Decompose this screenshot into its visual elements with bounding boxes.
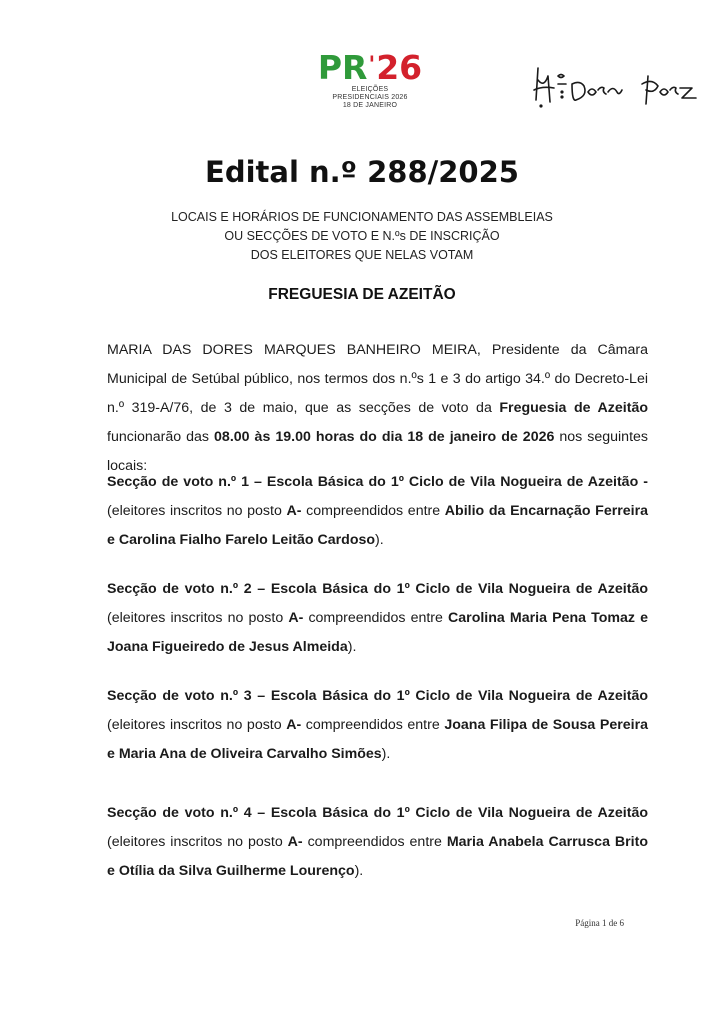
subtitle-line-3: DOS ELEITORES QUE NELAS VOTAM xyxy=(250,248,474,262)
section-post: A- xyxy=(286,717,302,733)
voting-section-3 xyxy=(107,682,648,769)
election-logo xyxy=(300,50,440,110)
section-text: ). xyxy=(375,532,384,548)
section-name-range: Carolina Maria Pena Tomaz e Joana Figueiredo de Jesus Almeida xyxy=(107,610,649,655)
subtitle-line-1: LOCAIS E HORÁRIOS DE FUNCIONAMENTO DAS ASSEMBLEIAS xyxy=(171,210,553,224)
section-text: (eleitores inscritos no posto xyxy=(107,610,289,626)
section-text: compreendidos entre xyxy=(301,717,445,733)
section-text: (eleitores inscritos no posto xyxy=(107,717,287,733)
section-post: A- xyxy=(286,503,302,519)
logo-line-2: PRESIDENCIAIS 2026 xyxy=(332,94,408,101)
section-text: compreendidos entre xyxy=(303,610,449,626)
section-text: ). xyxy=(347,639,357,655)
intro-text-3: nos seguintes locais: xyxy=(107,429,649,474)
section-name-range: Maria Anabela Carrusca Brito e Otília da Silva Guilherme Lourenço xyxy=(107,834,649,879)
intro-text-2: funcionarão das xyxy=(107,429,215,445)
section-heading: Secção de voto n.º 2 – Escola Básica do 1º Ciclo de Vila Nogueira de Azeitão xyxy=(107,581,648,597)
section-post: A- xyxy=(287,834,303,850)
section-heading: Secção de voto n.º 3 – Escola Básica do 1º Ciclo de Vila Nogueira de Azeitão xyxy=(107,688,648,704)
section-post: A- xyxy=(288,610,304,626)
logo-pr: PR xyxy=(317,48,368,87)
page-number: Página 1 de 6 xyxy=(575,918,624,928)
section-text: (eleitores inscritos no posto xyxy=(107,503,287,519)
intro-parish: Freguesia de Azeitão xyxy=(499,400,649,416)
document-title: Edital n.º 288/2025 xyxy=(205,155,519,189)
intro-schedule: 08.00 às 19.00 horas do dia 18 de janeiro de 2026 xyxy=(214,429,555,445)
section-text: ). xyxy=(354,863,364,879)
subtitle-line-2: OU SECÇÕES DE VOTO E N.ºs DE INSCRIÇÃO xyxy=(224,229,500,243)
intro-paragraph xyxy=(107,336,648,481)
section-heading: Secção de voto n.º 4 – Escola Básica do 1º Ciclo de Vila Nogueira de Azeitão xyxy=(107,805,648,821)
logo-mark xyxy=(300,50,440,86)
section-name-range: Joana Filipa de Sousa Pereira e Maria Ana de Oliveira Carvalho Simões xyxy=(107,717,649,762)
voting-section-4 xyxy=(107,799,648,886)
logo-line-1: ELEIÇÕES xyxy=(351,86,389,93)
logo-apostrophe: ' xyxy=(368,53,376,78)
section-name-range: Abilio da Encarnação Ferreira e Carolina Fialho Farelo Leitão Cardoso xyxy=(107,503,648,548)
section-text: compreendidos entre xyxy=(301,503,445,519)
section-text: (eleitores inscritos no posto xyxy=(107,834,288,850)
section-text: ). xyxy=(381,746,391,762)
handwritten-signature xyxy=(528,62,708,112)
section-heading: Secção de voto n.º 1 – Escola Básica do 1º Ciclo de Vila Nogueira de Azeitão - xyxy=(107,474,648,490)
intro-text-1: MARIA DAS DORES MARQUES BANHEIRO MEIRA, Presidente da Câmara Municipal de Setúbal público, nos termos dos n.ºs 1 e 3 do artigo 34.º do Decreto-Lei n.º 319-A/76, de 3 de maio, que as secções de voto da xyxy=(107,342,648,416)
logo-line-3: 18 DE JANEIRO xyxy=(342,102,398,109)
logo-year: 26 xyxy=(376,48,423,87)
voting-section-2 xyxy=(107,575,648,662)
parish-heading: FREGUESIA DE AZEITÃO xyxy=(268,286,456,303)
document-subtitle xyxy=(0,208,724,265)
voting-section-1 xyxy=(107,468,648,555)
section-text: compreendidos entre xyxy=(302,834,447,850)
